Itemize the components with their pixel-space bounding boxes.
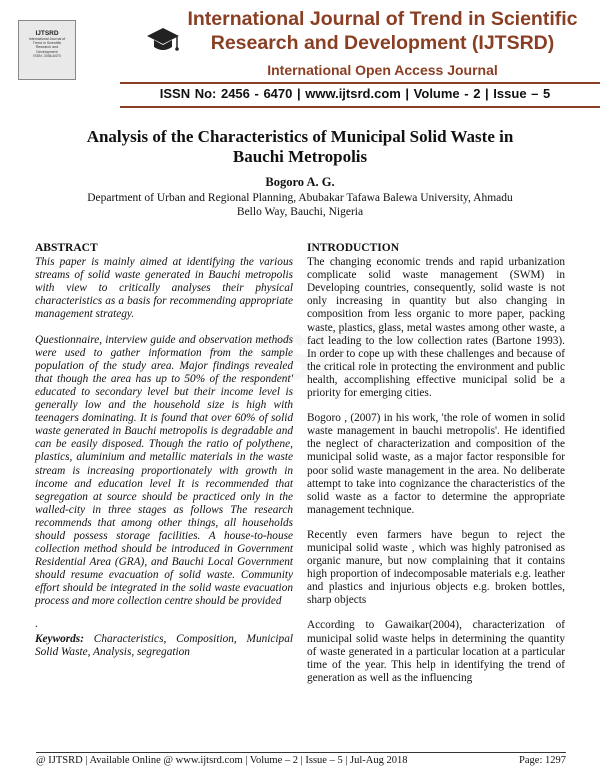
footer-rule xyxy=(36,752,566,753)
introduction-heading: INTRODUCTION xyxy=(307,242,400,254)
abstract-paragraph: Questionnaire, interview guide and observation methods were used to gather information from the sample population of the study area. Major findings revealed that though the area has up to 50% of the respondent' educated to secondary level but their income level is generally low and the household size is high with teenagers dominating. It is found that over 60% of solid waste generated in Bauchi metropolis is degradable and can be easily disposed. Though the ratio of polythene, plastics, aluminium and metallic materials in the waste stream is increasing proportionately with growth in income and education level It is recommended that segregation at source should be practiced only in the walled-city in three stages as follows The research recommends that among other things, all households should possess storage facilities. A house-to-house collection method should be introduced in Government Residential Area (GRA), and Bauchi Local Government should resume evacuation of solid waste. Community effort should be integrated in the solid waste evacuation process and more collection centre should be provided xyxy=(35,333,293,608)
intro-paragraph: The changing economic trends and rapid urbanization complicate solid waste management (SWM) in Developing countries, consequently, solid waste is not only increasing in quantity but also changing in composition from less organic to more paper, packing waste, plastics, glass, metal wastes among other waste, a fact leading to the low collection rates (Bartone 1993). In order to cope up with these challenges and because of the critical role in protecting the environment and public health, accomplishing effective municipal solid be a priority for emerging cities. xyxy=(307,256,565,400)
page-number: Page: 1297 xyxy=(519,755,566,766)
keywords-text: Characteristics, Composition, Municipal Solid Waste, Analysis, segregation xyxy=(35,632,293,658)
logo-line: Development xyxy=(36,49,58,54)
author-name: Bogoro A. G. xyxy=(265,175,335,189)
issn-line: ISSN No: 2456 - 6470 | www.ijtsrd.com | Volume - 2 | Issue – 5 xyxy=(159,86,551,101)
abstract-paragraph: This paper is mainly aimed at identifying the various streams of solid waste generated in Bauchi metropolis with view to critically analyses their physical characteristics as a basis for recommending appropriate management strategy. xyxy=(35,256,293,321)
journal-logo xyxy=(18,20,76,80)
paper-title: Analysis of the Characteristics of Municipal Solid Waste in Bauchi Metropolis xyxy=(86,127,514,166)
logo-title: IJTSRD xyxy=(35,30,59,37)
graduation-cap-icon xyxy=(146,26,180,54)
journal-title: International Journal of Trend in Scientific Research and Development (IJTSRD) xyxy=(187,8,578,54)
header-rule-top xyxy=(120,82,600,84)
keywords xyxy=(35,633,293,659)
logo-line: Trend in Scientific xyxy=(32,41,62,46)
footer-left: @ IJTSRD | Available Online @ www.ijtsrd.com | Volume – 2 | Issue – 5 | Jul-Aug 2018 xyxy=(36,755,408,766)
logo-line: ISSN: 2456-6470 xyxy=(33,53,61,58)
right-column xyxy=(307,242,565,697)
left-column xyxy=(35,242,293,659)
author-affiliation: Department of Urban and Regional Planning, Abubakar Tafawa Balewa University, Ahmadu Bello Way, Bauchi, Nigeria xyxy=(87,192,513,218)
keywords-label: Keywords: xyxy=(35,632,84,645)
intro-paragraph: Bogoro , (2007) in his work, 'the role of women in solid waste management in bauchi metropolis'. He identified the neglect of characterization and composition of the municipal solid waste, as a major factor responsible for poor solid waste management in the area. No deliberate attempt to take into cognizance the characteristics of the solid waste as a factor to determine the appropriate management technique. xyxy=(307,412,565,516)
abstract-heading: ABSTRACT xyxy=(35,242,98,254)
intro-paragraph: Recently even farmers have begun to reject the municipal solid waste , which was highly patronised as organic manure, but now complaining that it contains high proportion of indecomposable materials e.g. leather and plastics and injurious objects e.g. broken bottles, sharp objects xyxy=(307,528,565,607)
stray-dot: . xyxy=(35,617,38,630)
intro-paragraph: According to Gawaikar(2004), characterization of municipal solid waste helps in determining the quantity of waste generated in a particular location at a particular time of the year. This help in identifying the trend of generation as well as the influencing xyxy=(307,619,565,684)
page-footer xyxy=(36,755,566,766)
logo-line: Research and xyxy=(35,45,59,50)
journal-subtitle: International Open Access Journal xyxy=(267,62,498,78)
logo-line: International Journal of xyxy=(28,37,66,41)
header-rule-bottom xyxy=(120,106,600,108)
journal-header xyxy=(0,0,600,112)
